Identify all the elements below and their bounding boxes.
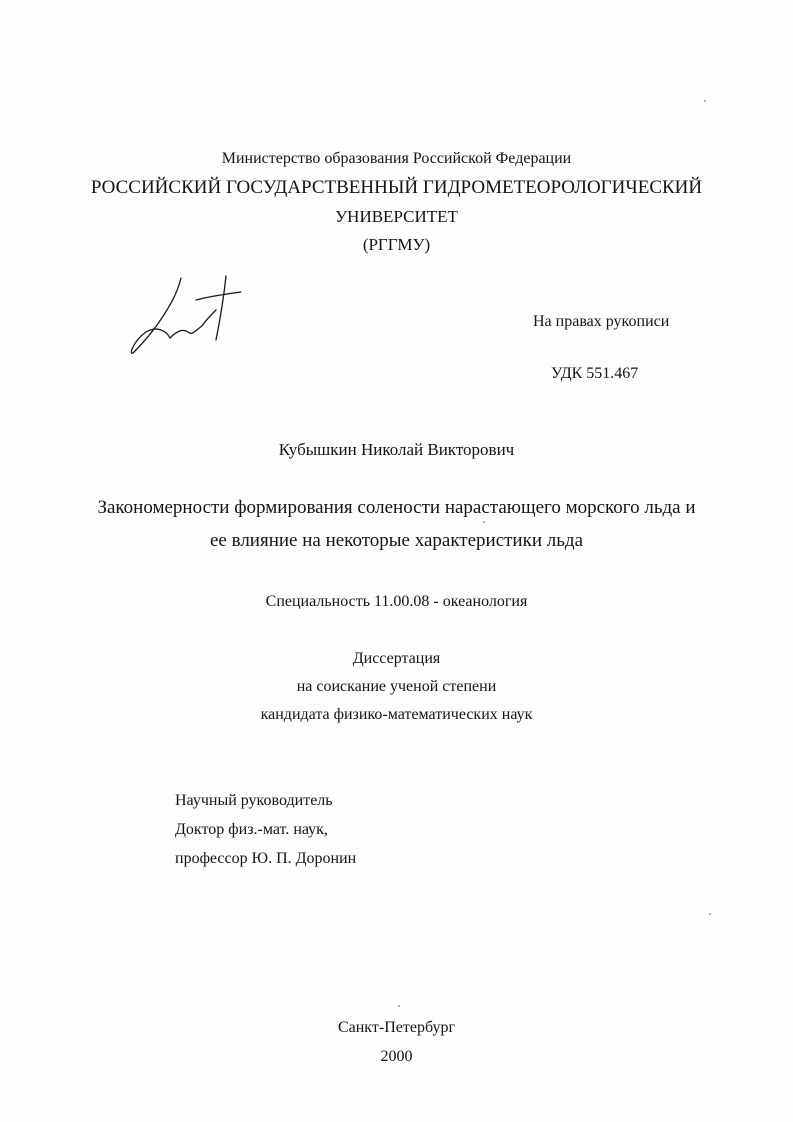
ministry-line: Министерство образования Российской Федерации <box>221 150 572 167</box>
supervisor-degree: Доктор физ.-мат. наук, <box>175 821 328 838</box>
manuscript-rights: На правах рукописи <box>533 313 670 330</box>
supervisor-name: профессор Ю. П. Доронин <box>175 850 357 867</box>
city: Санкт-Петербург <box>337 1019 456 1036</box>
dissertation-heading: Диссертация <box>352 650 441 667</box>
year: 2000 <box>380 1048 413 1065</box>
dissertation-title-line1: Закономерности формирования солености нарастающего морского льда и <box>97 497 696 518</box>
degree-line1: на соискание ученой степени <box>296 678 497 695</box>
author-name: Кубышкин Николай Викторович <box>278 440 515 459</box>
specialty-line: Специальность 11.00.08 - океанология <box>265 593 528 610</box>
scan-speck <box>483 521 485 523</box>
handwritten-signature <box>126 270 246 365</box>
supervisor-label: Научный руководитель <box>175 792 333 809</box>
scan-speck <box>398 1005 400 1007</box>
university-name-line2: УНИВЕРСИТЕТ <box>335 207 458 226</box>
degree-line2: кандидата физико-математических наук <box>260 706 533 723</box>
university-name-line1: РОССИЙСКИЙ ГОСУДАРСТВЕННЫЙ ГИДРОМЕТЕОРОЛОГИЧЕСКИЙ <box>90 177 703 198</box>
dissertation-title-line2: ее влияние на некоторые характеристики льда <box>209 530 583 551</box>
scan-speck <box>704 100 706 102</box>
scan-speck <box>709 913 711 915</box>
udc-code: УДК 551.467 <box>551 365 639 382</box>
university-abbreviation: (РГГМУ) <box>362 235 431 254</box>
